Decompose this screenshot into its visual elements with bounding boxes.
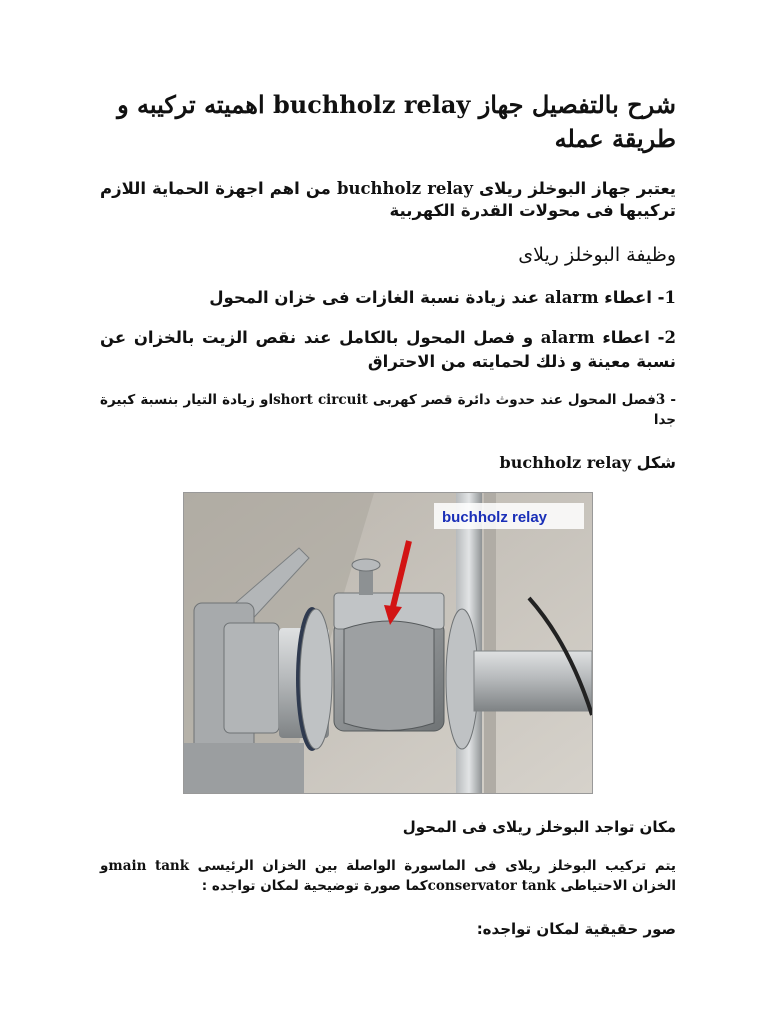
buchholz-relay-photo [183, 492, 593, 794]
figure-caption-latin: buchholz relay [499, 453, 632, 472]
item-latin: short circuit [273, 392, 368, 408]
location-latin-1: main tank [108, 858, 190, 874]
title-latin: buchholz relay [272, 90, 471, 119]
item-number: 2 [664, 328, 677, 347]
flange-left [300, 609, 332, 749]
item-text: عند زيادة نسبة الغازات فى خزان المحول [209, 288, 545, 307]
page-title [100, 88, 676, 156]
item-latin: alarm [544, 288, 599, 307]
flange-right [446, 609, 478, 749]
function-item-1 [100, 286, 676, 310]
relay-window [344, 621, 434, 731]
lower-left-pipe [184, 743, 304, 793]
intro-text-1: يعتبر جهاز البوخلز ريلاى [472, 179, 676, 198]
relay-vent-cap [352, 559, 380, 571]
figure-caption [100, 452, 676, 474]
item-text: و فصل المحول بالكامل عند نقص الزيت بالخزان عن نسبة معينة و ذلك لحمايته من الاحتراق [100, 328, 676, 371]
function-item-3 [100, 390, 676, 430]
location-text-3: كما صورة توضيحية لمكان تواجده : [201, 878, 428, 894]
function-item-2 [100, 326, 676, 374]
item-number: 3 [655, 392, 666, 408]
item-number: 1 [664, 288, 676, 307]
location-heading: مكان تواجد البوخلز ريلاى فى المحول [402, 818, 676, 836]
photo-label: buchholz relay [442, 509, 548, 526]
wall-seam [484, 493, 496, 793]
item-latin: alarm [540, 328, 595, 347]
location-text-1: يتم تركيب البوخلز ريلاى فى الماسورة الواصلة بين الخزان الرئيسى [189, 858, 676, 874]
real-photos-heading: صور حقيقية لمكان تواجده: [476, 920, 676, 938]
title-text-1: شرح بالتفصيل جهاز [470, 90, 676, 119]
title-text-2: اهميته تركيبه و طريقة عمله [117, 90, 676, 153]
intro-latin: buchholz relay [336, 179, 473, 198]
item-text: او زيادة التيار بنسبة كبيرة جدا [100, 392, 676, 428]
intro-text-2: من اهم اجهزة الحماية اللازم تركيبها فى محولات القدرة الكهربية [100, 179, 676, 220]
function-heading: وظيفة البوخلز ريلاى [518, 244, 676, 266]
left-valve-flange [224, 623, 279, 733]
figure-caption-text: شكل [631, 453, 676, 472]
item-text: فصل المحول عند حدوث دائرة قصر كهربى [367, 392, 656, 408]
location-latin-2: conservator tank [427, 878, 556, 894]
location-text-2: و الخزان الاحتياطى [100, 858, 676, 894]
relay-illustration [184, 493, 592, 793]
intro-paragraph [100, 178, 676, 222]
item-text: - [665, 392, 676, 408]
main-pipe-right [474, 651, 592, 711]
item-text: - اعطاء [598, 288, 665, 307]
location-paragraph [100, 856, 676, 896]
item-text: - اعطاء [594, 328, 665, 347]
